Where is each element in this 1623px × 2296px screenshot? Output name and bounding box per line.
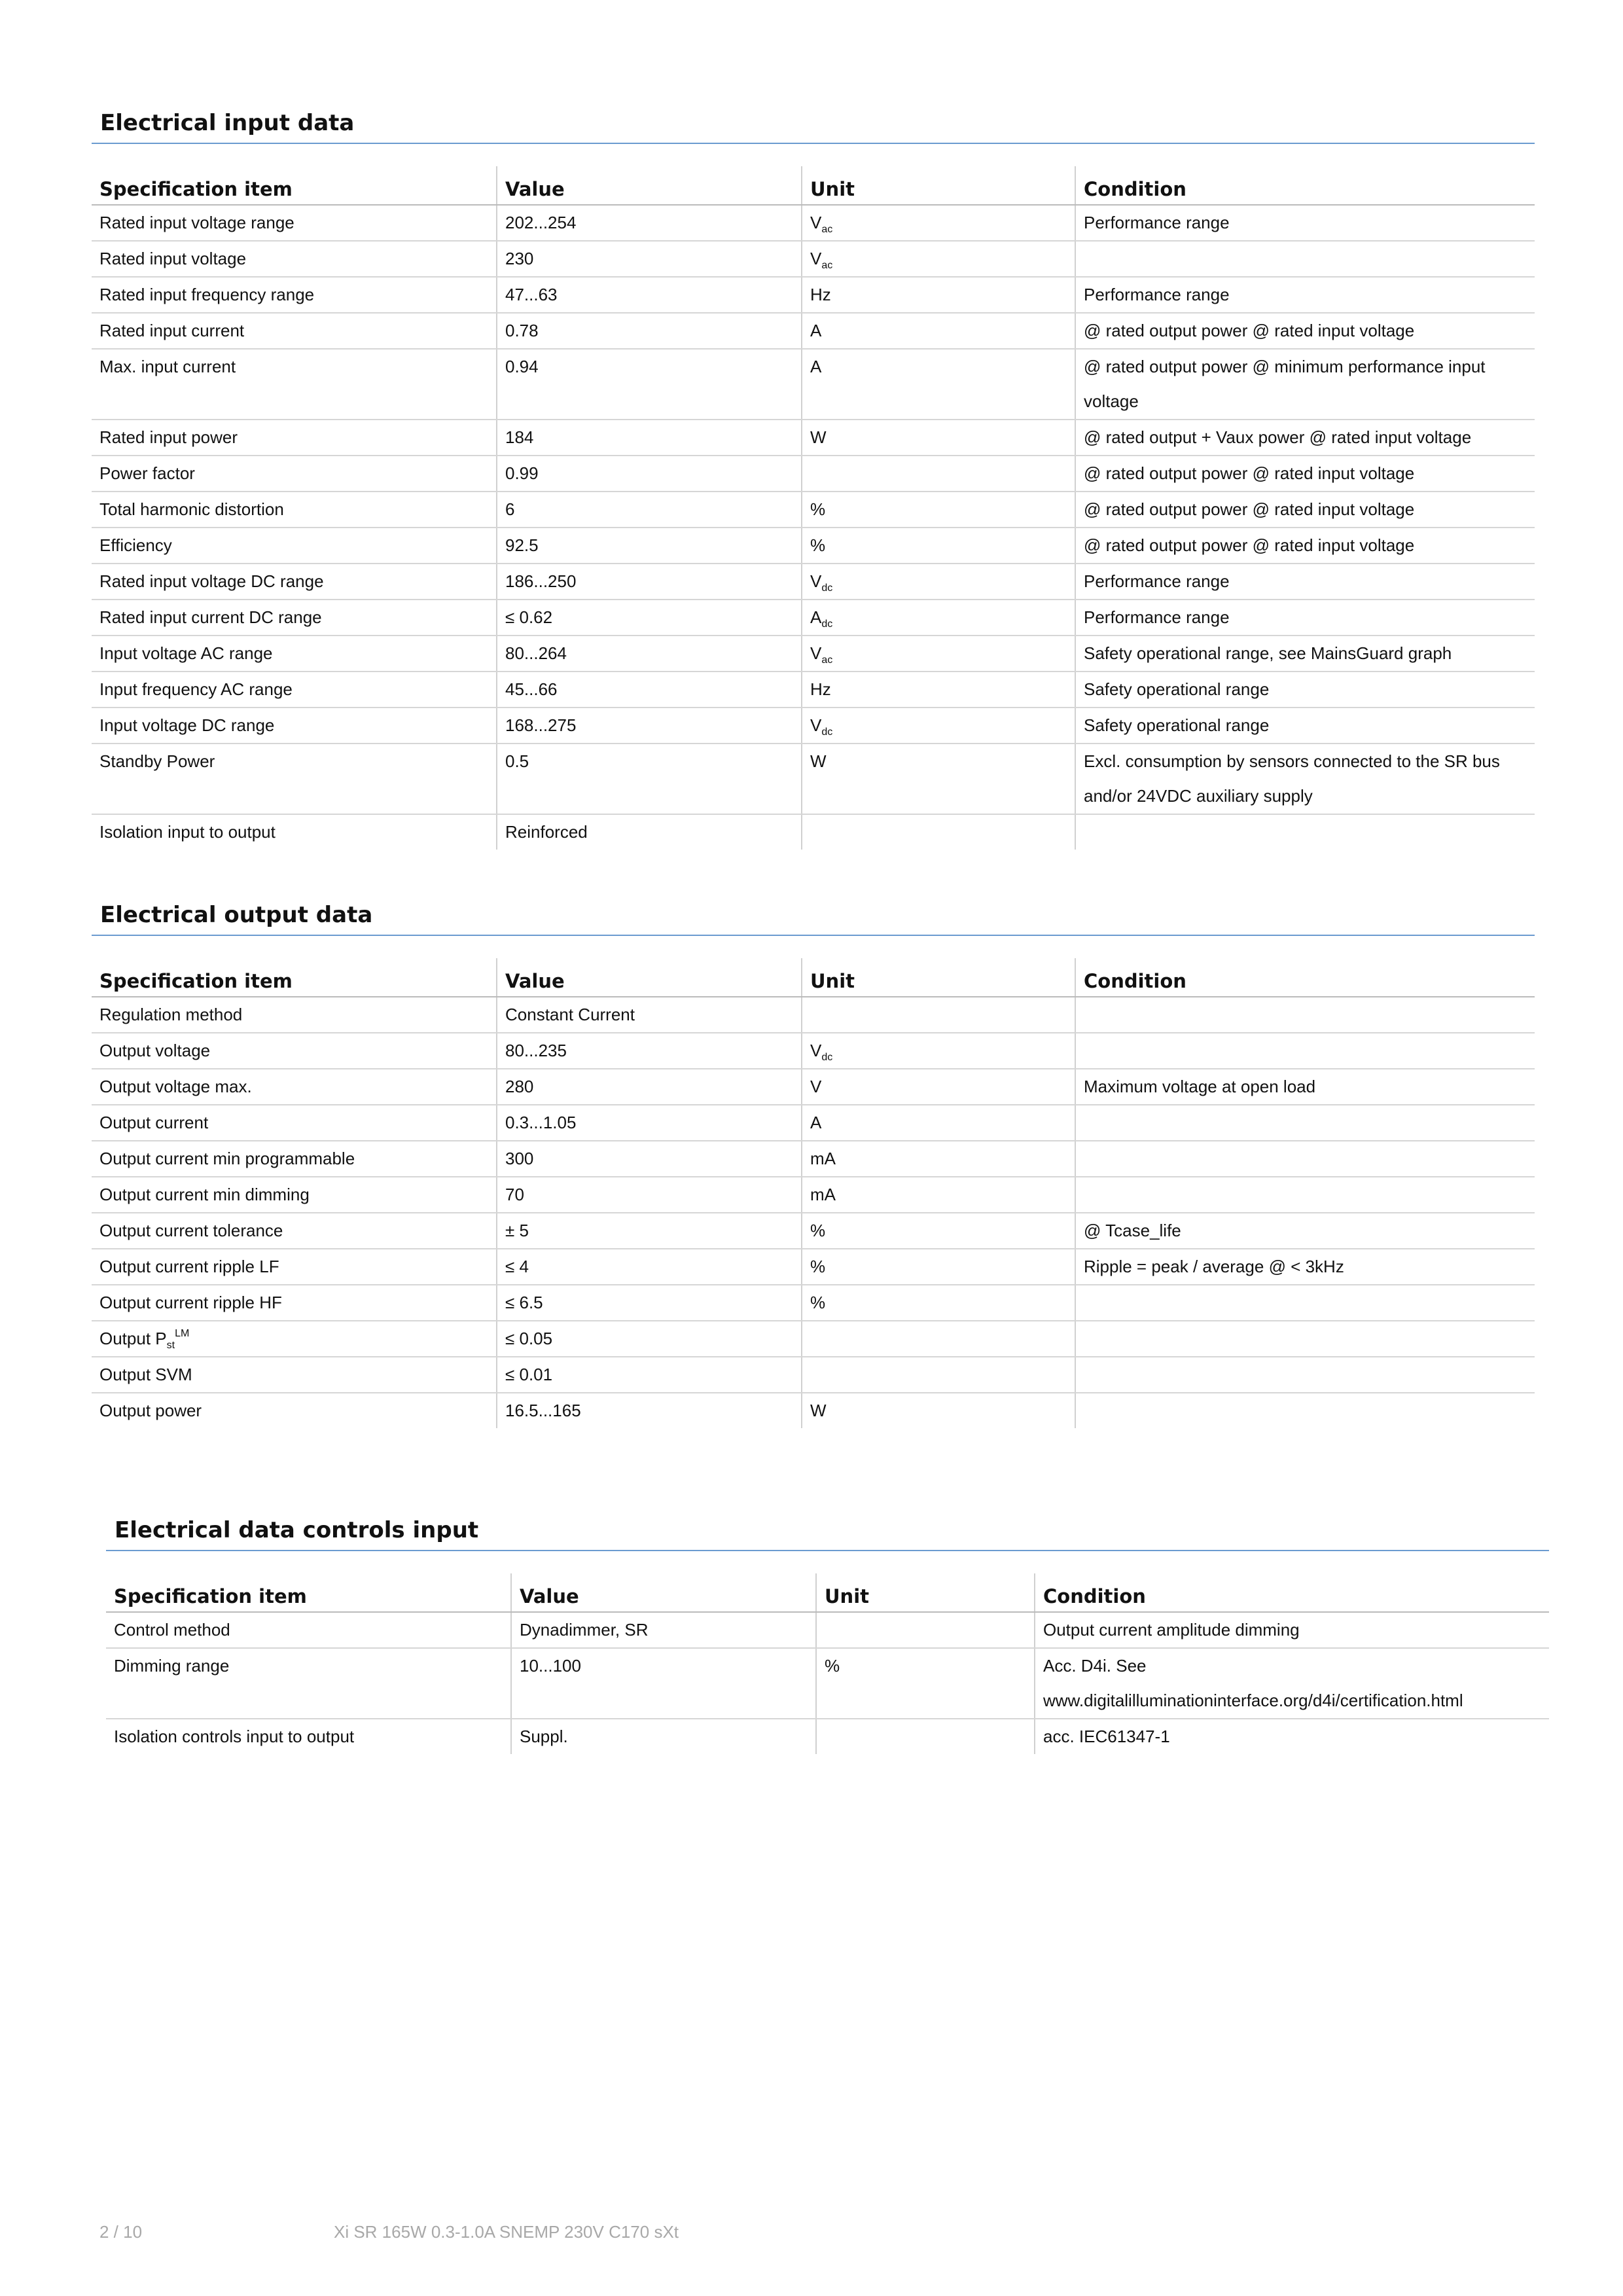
unit-text: % [810,1221,826,1240]
spec-item-cell [92,1141,497,1177]
electrical-input-section [92,105,1535,850]
unit-text: A [810,321,822,340]
unit-subscript: dc [821,619,833,630]
unit-text: W [810,1401,827,1420]
spec-item-cell [92,1177,497,1213]
table-row [92,564,1535,600]
unit-cell [802,1213,1075,1249]
spec-item-text: Max. input current [99,357,236,376]
condition-cell: Output current amplitude dimming [1035,1612,1549,1648]
unit-subscript: ac [821,260,833,271]
table-row [92,313,1535,349]
spec-item-cell [92,277,497,313]
page-number: 2 / 10 [99,2222,143,2242]
spec-item-text: Output P [99,1329,167,1348]
unit-text: % [810,499,826,519]
spec-item-text: Efficiency [99,535,172,555]
spec-item-text: Rated input current DC range [99,607,322,627]
unit-cell [802,708,1075,744]
unit-text: V [810,715,822,735]
header-condition: Condition [1075,166,1535,205]
controls-input-table [106,1573,1549,1754]
table-row [92,744,1535,814]
condition-cell: Safety operational range [1075,672,1535,708]
unit-cell [802,277,1075,313]
table-row [92,636,1535,672]
unit-cell [802,1069,1075,1105]
unit-cell [802,1249,1075,1285]
table-row [92,205,1535,241]
table-row [92,1033,1535,1069]
unit-text: % [825,1656,840,1676]
table-row [92,1069,1535,1105]
header-condition: Condition [1035,1573,1549,1612]
value-cell: Dynadimmer, SR [511,1612,816,1648]
value-cell: 0.5 [497,744,802,814]
unit-cell [816,1612,1035,1648]
header-unit: Unit [816,1573,1035,1612]
unit-text: mA [810,1185,836,1204]
condition-cell: Performance range [1075,564,1535,600]
value-cell: 230 [497,241,802,277]
unit-cell [802,205,1075,241]
spec-item-text: Input voltage DC range [99,715,275,735]
unit-text: % [810,535,826,555]
value-cell: Constant Current [497,997,802,1033]
condition-cell: @ rated output power @ rated input voltage [1075,456,1535,492]
unit-text: W [810,427,827,447]
value-cell: 92.5 [497,528,802,564]
unit-cell [802,1105,1075,1141]
value-cell: Reinforced [497,814,802,850]
spec-item-cell [92,1357,497,1393]
unit-text: V [810,571,822,591]
value-cell: 47...63 [497,277,802,313]
unit-cell [802,1177,1075,1213]
spec-item-cell [92,349,497,420]
spec-item-cell [92,1033,497,1069]
unit-cell [802,1285,1075,1321]
value-cell: 16.5...165 [497,1393,802,1428]
unit-text: % [810,1293,826,1312]
unit-cell [802,492,1075,528]
unit-text: V [810,1041,822,1060]
page-footer [99,2222,679,2242]
value-cell: 6 [497,492,802,528]
table-row [92,349,1535,420]
condition-cell [1075,1105,1535,1141]
spec-item-text: Output current min programmable [99,1149,355,1168]
value-cell: Suppl. [511,1719,816,1754]
table-row [92,420,1535,456]
table-row [92,600,1535,636]
spec-item-text: Standby Power [99,751,215,771]
unit-cell [802,1321,1075,1357]
condition-cell: @ Tcase_life [1075,1213,1535,1249]
value-cell: 80...235 [497,1033,802,1069]
unit-cell [802,1141,1075,1177]
unit-text: % [810,1257,826,1276]
spec-item-cell [92,997,497,1033]
value-cell: 202...254 [497,205,802,241]
spec-item-text: Rated input voltage [99,249,247,268]
spec-item-subscript: st [166,1340,175,1351]
spec-item-text: Input frequency AC range [99,679,293,699]
spec-item-text: Output voltage max. [99,1077,252,1096]
document-title: Xi SR 165W 0.3-1.0A SNEMP 230V C170 sXt [334,2222,679,2242]
value-cell: 0.94 [497,349,802,420]
spec-item-cell [92,528,497,564]
condition-cell: Ripple = peak / average @ < 3kHz [1075,1249,1535,1285]
spec-item-text: Output current ripple LF [99,1257,279,1276]
spec-item-text: Dimming range [114,1656,230,1676]
condition-cell [1075,1357,1535,1393]
unit-text: A [810,1113,822,1132]
value-cell: ≤ 6.5 [497,1285,802,1321]
unit-cell [802,1033,1075,1069]
header-unit: Unit [802,958,1075,997]
value-cell: 300 [497,1141,802,1177]
header-specification-item: Specification item [92,166,497,205]
spec-item-cell [92,1105,497,1141]
value-cell: 186...250 [497,564,802,600]
value-cell: ≤ 0.62 [497,600,802,636]
unit-text: V [810,213,822,232]
spec-item-cell [92,492,497,528]
table-header-row [92,958,1535,997]
electrical-output-table [92,958,1535,1428]
spec-item-text: Output SVM [99,1365,192,1384]
value-cell: 0.78 [497,313,802,349]
electrical-output-section [92,897,1535,1428]
value-cell: 10...100 [511,1648,816,1719]
table-row [92,1105,1535,1141]
unit-cell [802,600,1075,636]
table-row [92,1213,1535,1249]
section-title: Electrical input data [92,105,1535,144]
value-cell: 168...275 [497,708,802,744]
table-row [92,814,1535,850]
spec-item-cell [92,814,497,850]
table-row [106,1648,1549,1719]
spec-item-text: Rated input voltage range [99,213,294,232]
unit-text: Hz [810,285,831,304]
spec-item-text: Output current ripple HF [99,1293,282,1312]
condition-cell: Acc. D4i. See www.digitalilluminationinterface.org/d4i/certification.html [1035,1648,1549,1719]
spec-item-cell [106,1648,511,1719]
spec-item-text: Output power [99,1401,202,1420]
unit-cell [802,349,1075,420]
condition-cell: Safety operational range, see MainsGuard graph [1075,636,1535,672]
table-row [92,1285,1535,1321]
unit-text: V [810,1077,822,1096]
unit-text: W [810,751,827,771]
spec-item-text: Rated input current [99,321,245,340]
condition-cell [1075,997,1535,1033]
table-row [92,241,1535,277]
unit-subscript: ac [821,655,833,666]
condition-cell: Safety operational range [1075,708,1535,744]
spec-item-cell [92,313,497,349]
spec-item-cell [92,241,497,277]
unit-subscript: dc [821,583,833,594]
spec-item-cell [92,744,497,814]
unit-subscript: dc [821,1052,833,1063]
value-cell: ≤ 0.01 [497,1357,802,1393]
spec-item-cell [92,205,497,241]
spec-item-text: Rated input power [99,427,238,447]
unit-cell [802,814,1075,850]
header-value: Value [511,1573,816,1612]
condition-cell: @ rated output power @ minimum performance input voltage [1075,349,1535,420]
condition-cell: Maximum voltage at open load [1075,1069,1535,1105]
spec-item-text: Rated input frequency range [99,285,315,304]
spec-item-text: Total harmonic distortion [99,499,284,519]
unit-text: mA [810,1149,836,1168]
spec-item-text: Input voltage AC range [99,643,273,663]
condition-cell: Performance range [1075,205,1535,241]
section-title: Electrical output data [92,897,1535,936]
table-row [92,1393,1535,1428]
unit-text: A [810,357,822,376]
spec-item-cell [92,600,497,636]
unit-text: A [810,607,822,627]
table-row [92,1357,1535,1393]
table-row [92,528,1535,564]
value-cell: 0.3...1.05 [497,1105,802,1141]
table-row [92,672,1535,708]
unit-subscript: dc [821,726,833,738]
spec-item-cell [92,456,497,492]
header-specification-item: Specification item [92,958,497,997]
unit-cell [816,1648,1035,1719]
spec-item-text: Output voltage [99,1041,211,1060]
controls-input-section [106,1512,1549,1754]
unit-cell [802,1357,1075,1393]
condition-cell: acc. IEC61347-1 [1035,1719,1549,1754]
unit-cell [802,1393,1075,1428]
spec-item-text: Power factor [99,463,195,483]
spec-item-cell [92,708,497,744]
condition-cell [1075,1033,1535,1069]
table-row [106,1612,1549,1648]
condition-cell [1075,241,1535,277]
header-unit: Unit [802,166,1075,205]
condition-cell: Excl. consumption by sensors connected to the SR bus and/or 24VDC auxiliary supply [1075,744,1535,814]
value-cell: 70 [497,1177,802,1213]
table-row [92,492,1535,528]
unit-cell [802,564,1075,600]
condition-cell [1075,1393,1535,1428]
spec-item-cell [92,1321,497,1357]
unit-subscript: ac [821,224,833,235]
unit-cell [802,528,1075,564]
table-row [92,1141,1535,1177]
condition-cell: @ rated output + Vaux power @ rated input voltage [1075,420,1535,456]
unit-cell [802,420,1075,456]
value-cell: 80...264 [497,636,802,672]
spec-item-text: Output current [99,1113,209,1132]
unit-cell [802,456,1075,492]
spec-item-cell [106,1719,511,1754]
condition-cell: @ rated output power @ rated input voltage [1075,528,1535,564]
unit-text: Hz [810,679,831,699]
condition-cell: Performance range [1075,600,1535,636]
table-row [92,456,1535,492]
spec-item-cell [92,1393,497,1428]
value-cell: ≤ 4 [497,1249,802,1285]
condition-cell [1075,1321,1535,1357]
value-cell: ± 5 [497,1213,802,1249]
header-value: Value [497,958,802,997]
condition-cell [1075,814,1535,850]
table-row [92,1321,1535,1357]
spec-item-cell [92,1285,497,1321]
value-cell: 45...66 [497,672,802,708]
unit-cell [802,672,1075,708]
spec-item-cell [106,1612,511,1648]
header-specification-item: Specification item [106,1573,511,1612]
spec-item-cell [92,564,497,600]
spec-item-cell [92,636,497,672]
value-cell: 0.99 [497,456,802,492]
unit-cell [802,997,1075,1033]
table-header-row [106,1573,1549,1612]
table-row [106,1719,1549,1754]
condition-cell [1075,1285,1535,1321]
condition-cell: @ rated output power @ rated input voltage [1075,492,1535,528]
spec-item-cell [92,1249,497,1285]
unit-cell [816,1719,1035,1754]
spec-item-text: Isolation controls input to output [114,1727,355,1746]
electrical-input-table [92,166,1535,850]
spec-item-cell [92,672,497,708]
table-row [92,997,1535,1033]
table-header-row [92,166,1535,205]
spec-item-text: Rated input voltage DC range [99,571,324,591]
condition-cell [1075,1177,1535,1213]
spec-item-cell [92,420,497,456]
spec-item-text: Control method [114,1620,230,1640]
header-value: Value [497,166,802,205]
table-row [92,1177,1535,1213]
condition-cell: Performance range [1075,277,1535,313]
unit-text: V [810,249,822,268]
spec-item-cell [92,1069,497,1105]
spec-item-text: Output current tolerance [99,1221,283,1240]
value-cell: ≤ 0.05 [497,1321,802,1357]
spec-item-text: Regulation method [99,1005,243,1024]
value-cell: 184 [497,420,802,456]
unit-cell [802,636,1075,672]
table-row [92,1249,1535,1285]
condition-cell: @ rated output power @ rated input voltage [1075,313,1535,349]
value-cell: 280 [497,1069,802,1105]
unit-cell [802,241,1075,277]
unit-text: V [810,643,822,663]
spec-item-text: Output current min dimming [99,1185,310,1204]
spec-item-superscript: LM [175,1328,190,1339]
table-row [92,708,1535,744]
table-row [92,277,1535,313]
unit-cell [802,313,1075,349]
unit-cell [802,744,1075,814]
header-condition: Condition [1075,958,1535,997]
section-title: Electrical data controls input [106,1512,1549,1551]
spec-item-cell [92,1213,497,1249]
spec-item-text: Isolation input to output [99,822,276,842]
condition-cell [1075,1141,1535,1177]
